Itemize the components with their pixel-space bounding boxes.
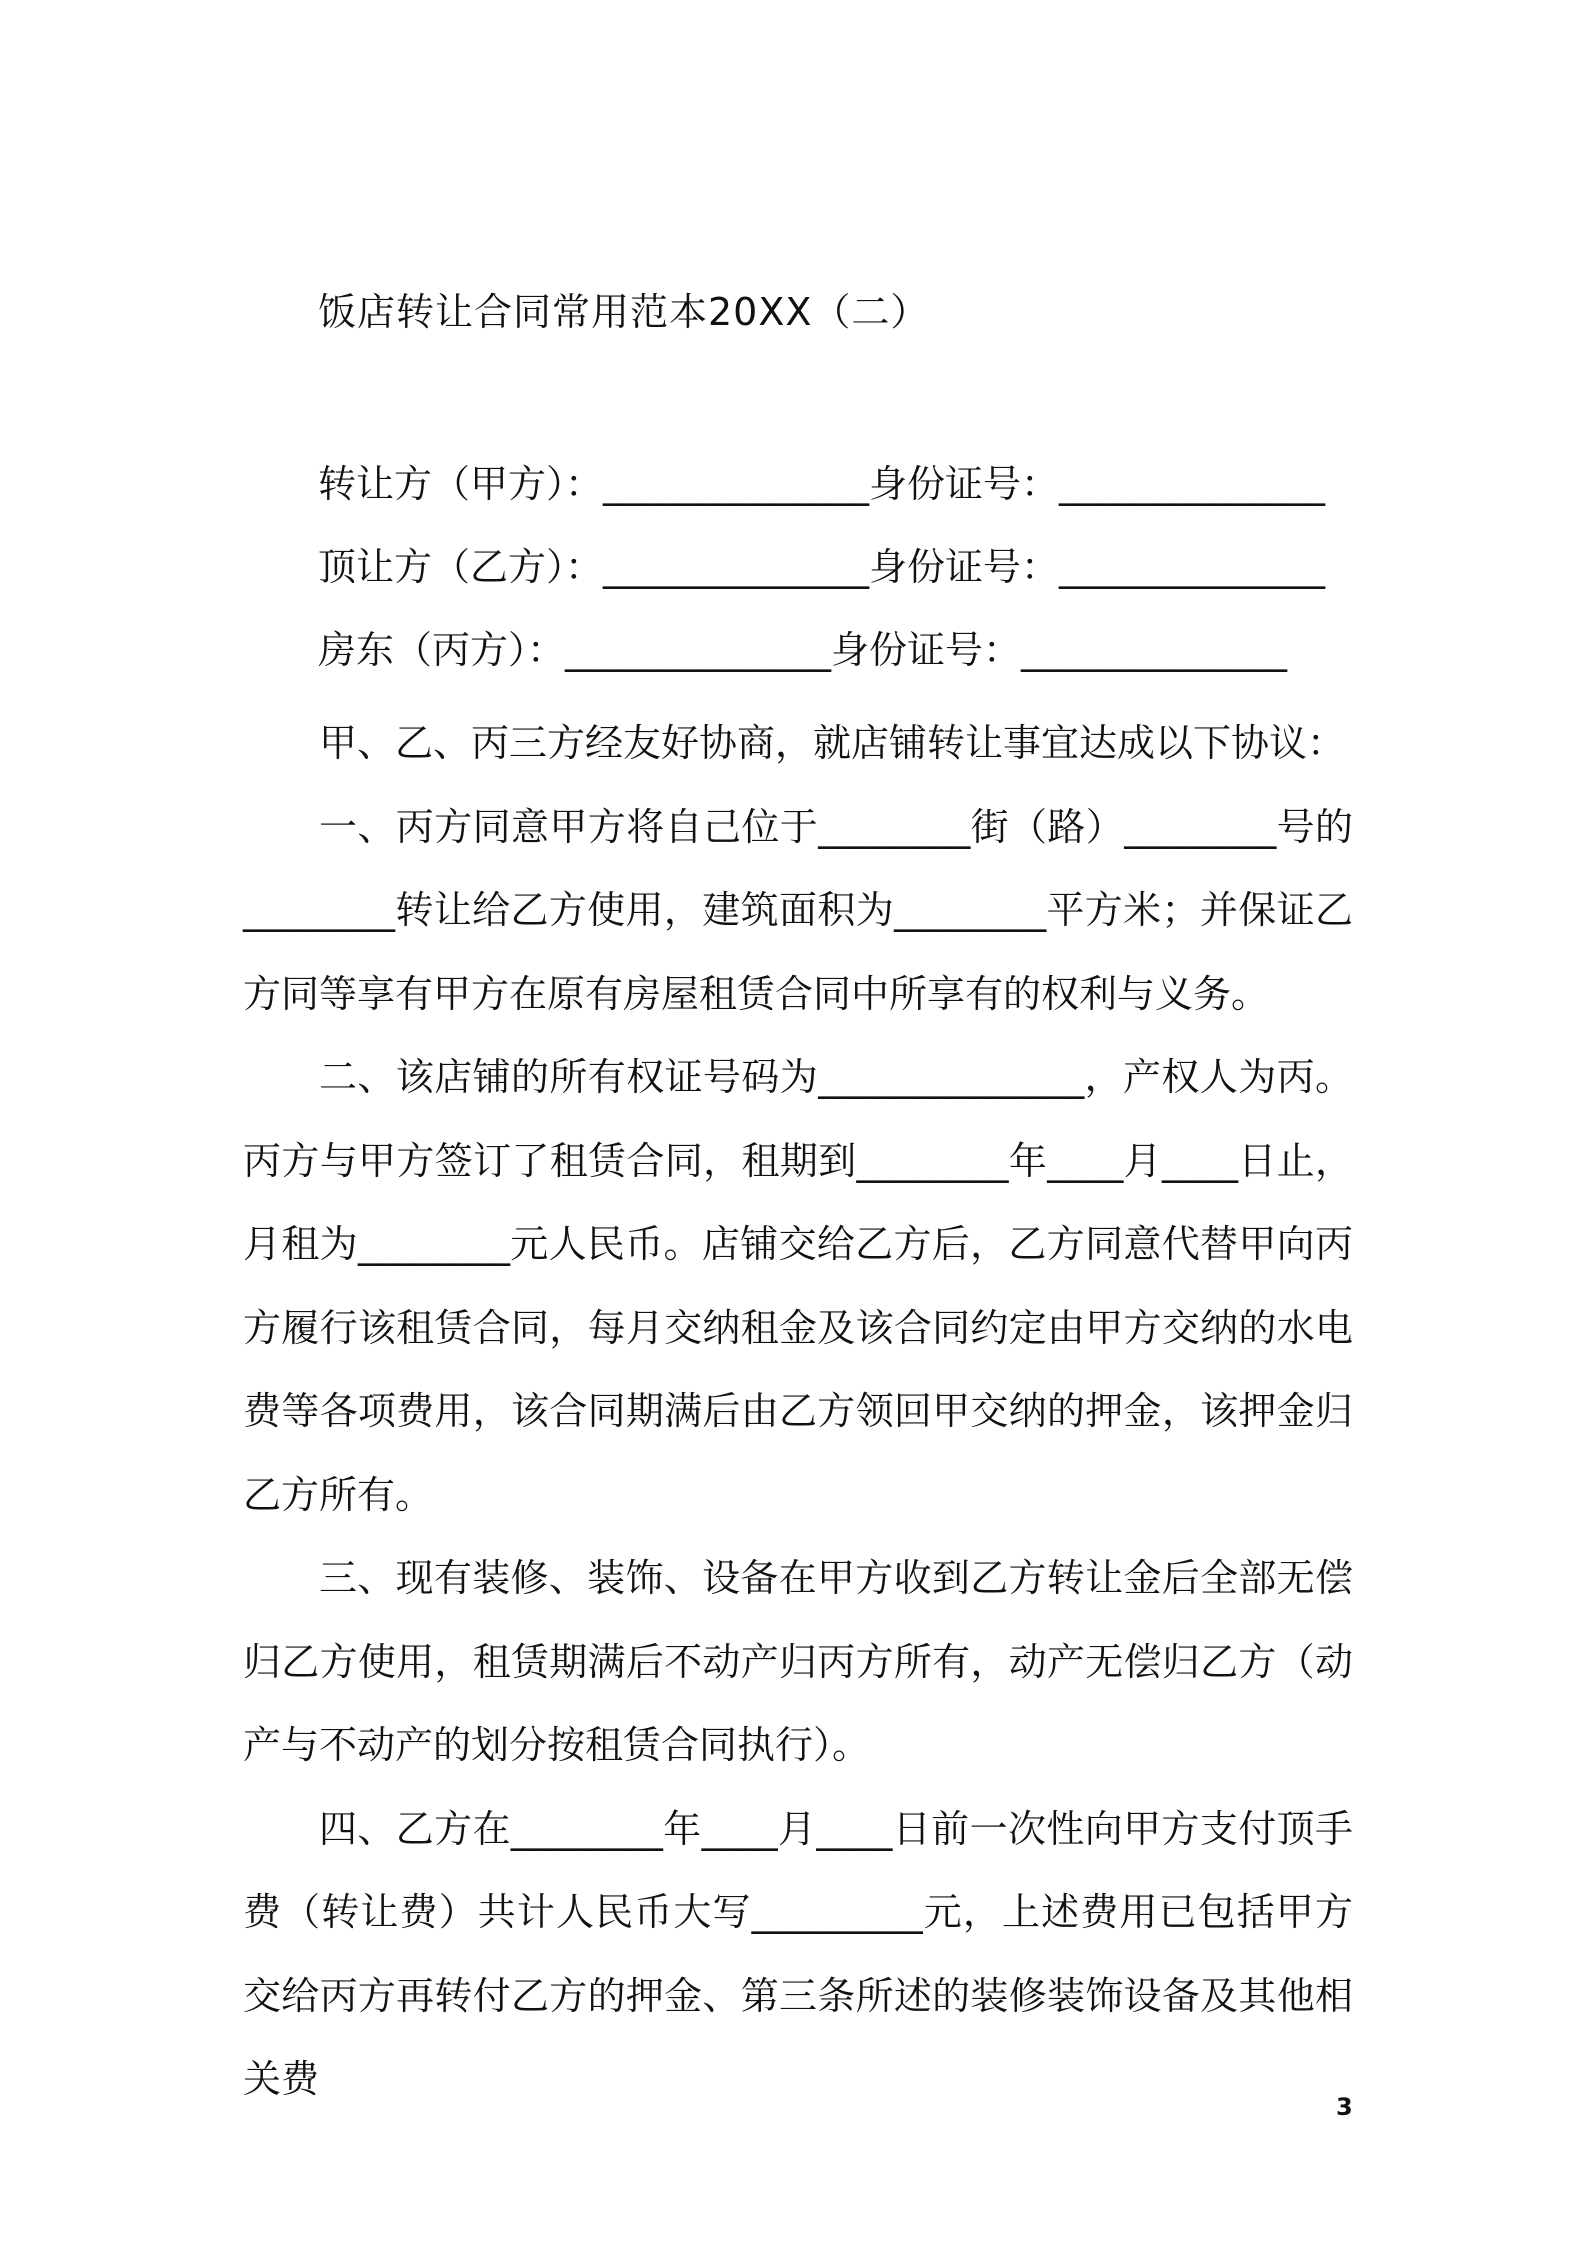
- page-number: 3: [1336, 2093, 1353, 2121]
- paragraph-clause-4: 四、乙方在________年____月____日前一次性向甲方支付顶手费（转让费）共计人民币大写_________元，上述费用已包括甲方交给丙方再转付乙方的押金、第三条所述的装修装饰设备及其他相关费: [243, 1806, 1353, 2101]
- paragraph-clause-3: 三、现有装修、装饰、设备在甲方收到乙方转让金后全部无偿归乙方使用，租赁期满后不动产归丙方所有，动产无偿归乙方（动产与不动产的划分按租赁合同执行）。: [243, 1556, 1353, 1767]
- paragraph-clause-2: 二、该店铺的所有权证号码为______________，产权人为丙。丙方与甲方签订了租赁合同，租期到________年____月____日止，月租为________元人民币。店铺交给乙方后，乙方同意代替甲向丙方履行该租赁合同，每月交纳租金及该合同约定由甲方交纳的水电费等各项费用，该合同期满后由乙方领回甲交纳的押金，该押金归乙方所有。: [243, 1055, 1353, 1517]
- party-line-transferor: 转让方（甲方）：______________身份证号：______________: [318, 462, 1326, 506]
- party-line-transferee: 顶让方（乙方）：______________身份证号：______________: [318, 545, 1326, 589]
- document-title: 饭店转让合同常用范本20XX（二）: [318, 290, 930, 334]
- paragraph-clause-1: 一、丙方同意甲方将自己位于________街（路）________号的________转让给乙方使用，建筑面积为________平方米；并保证乙方同等享有甲方在原有房屋租赁合同中所享有的权利与义务。: [243, 804, 1353, 1016]
- document-body: [243, 702, 1353, 2122]
- paragraph-intro: 甲、乙、丙三方经友好协商，就店铺转让事宜达成以下协议：: [319, 721, 1346, 765]
- party-line-landlord: 房东（丙方）：______________身份证号：______________: [318, 628, 1288, 672]
